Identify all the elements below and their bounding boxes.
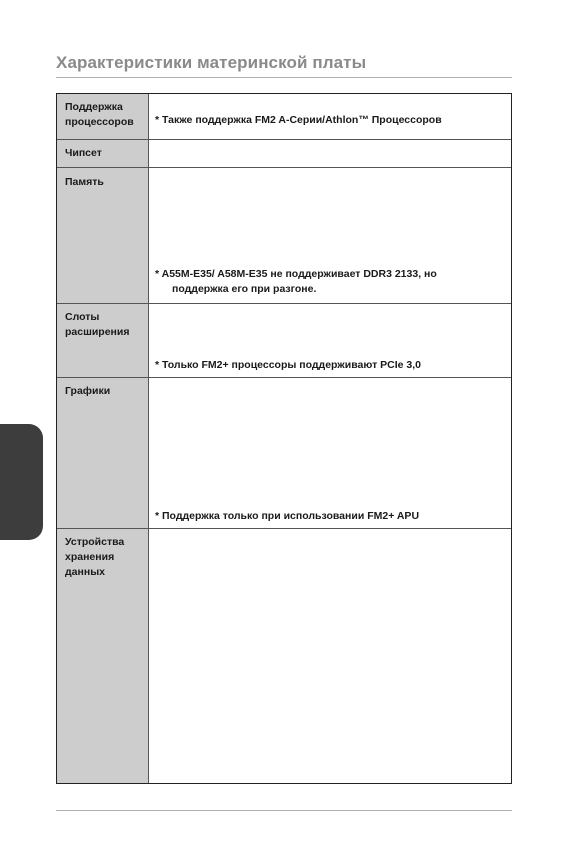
side-chapter-tab: [0, 424, 43, 540]
label-column: [57, 94, 149, 783]
storage-label: Устройства хранения данных: [65, 536, 125, 578]
expansion-slots-note: * Только FM2+ процессоры поддерживают PCIe 3,0: [155, 359, 421, 371]
cpu-support-note: * Также поддержка FM2 A-Серии/Athlon™ Процессоров: [155, 114, 442, 126]
cpu-support-label: Поддержка процессоров: [65, 101, 134, 128]
graphics-note: * Поддержка только при использовании FM2+ APU: [155, 510, 420, 522]
title-divider: [56, 77, 512, 78]
chipset-label: Чипсет: [65, 147, 102, 159]
page-title: Характеристики материнской платы: [56, 53, 367, 72]
spec-table: [56, 93, 512, 784]
row-divider: [57, 167, 511, 168]
memory-note: [155, 267, 437, 297]
row-divider: [57, 139, 511, 140]
row-divider: [57, 377, 511, 378]
footer-divider: [56, 810, 512, 811]
graphics-label: Графики: [65, 385, 111, 397]
expansion-slots-label: Слоты расширения: [65, 311, 130, 338]
row-divider: [57, 528, 511, 529]
memory-label: Память: [65, 176, 104, 188]
memory-note-line-2: поддержка его при разгоне.: [172, 283, 317, 295]
row-divider: [57, 303, 511, 304]
memory-note-line-1: * A55M-E35/ A58M-E35 не поддерживает DDR3 2133, но: [155, 268, 437, 280]
